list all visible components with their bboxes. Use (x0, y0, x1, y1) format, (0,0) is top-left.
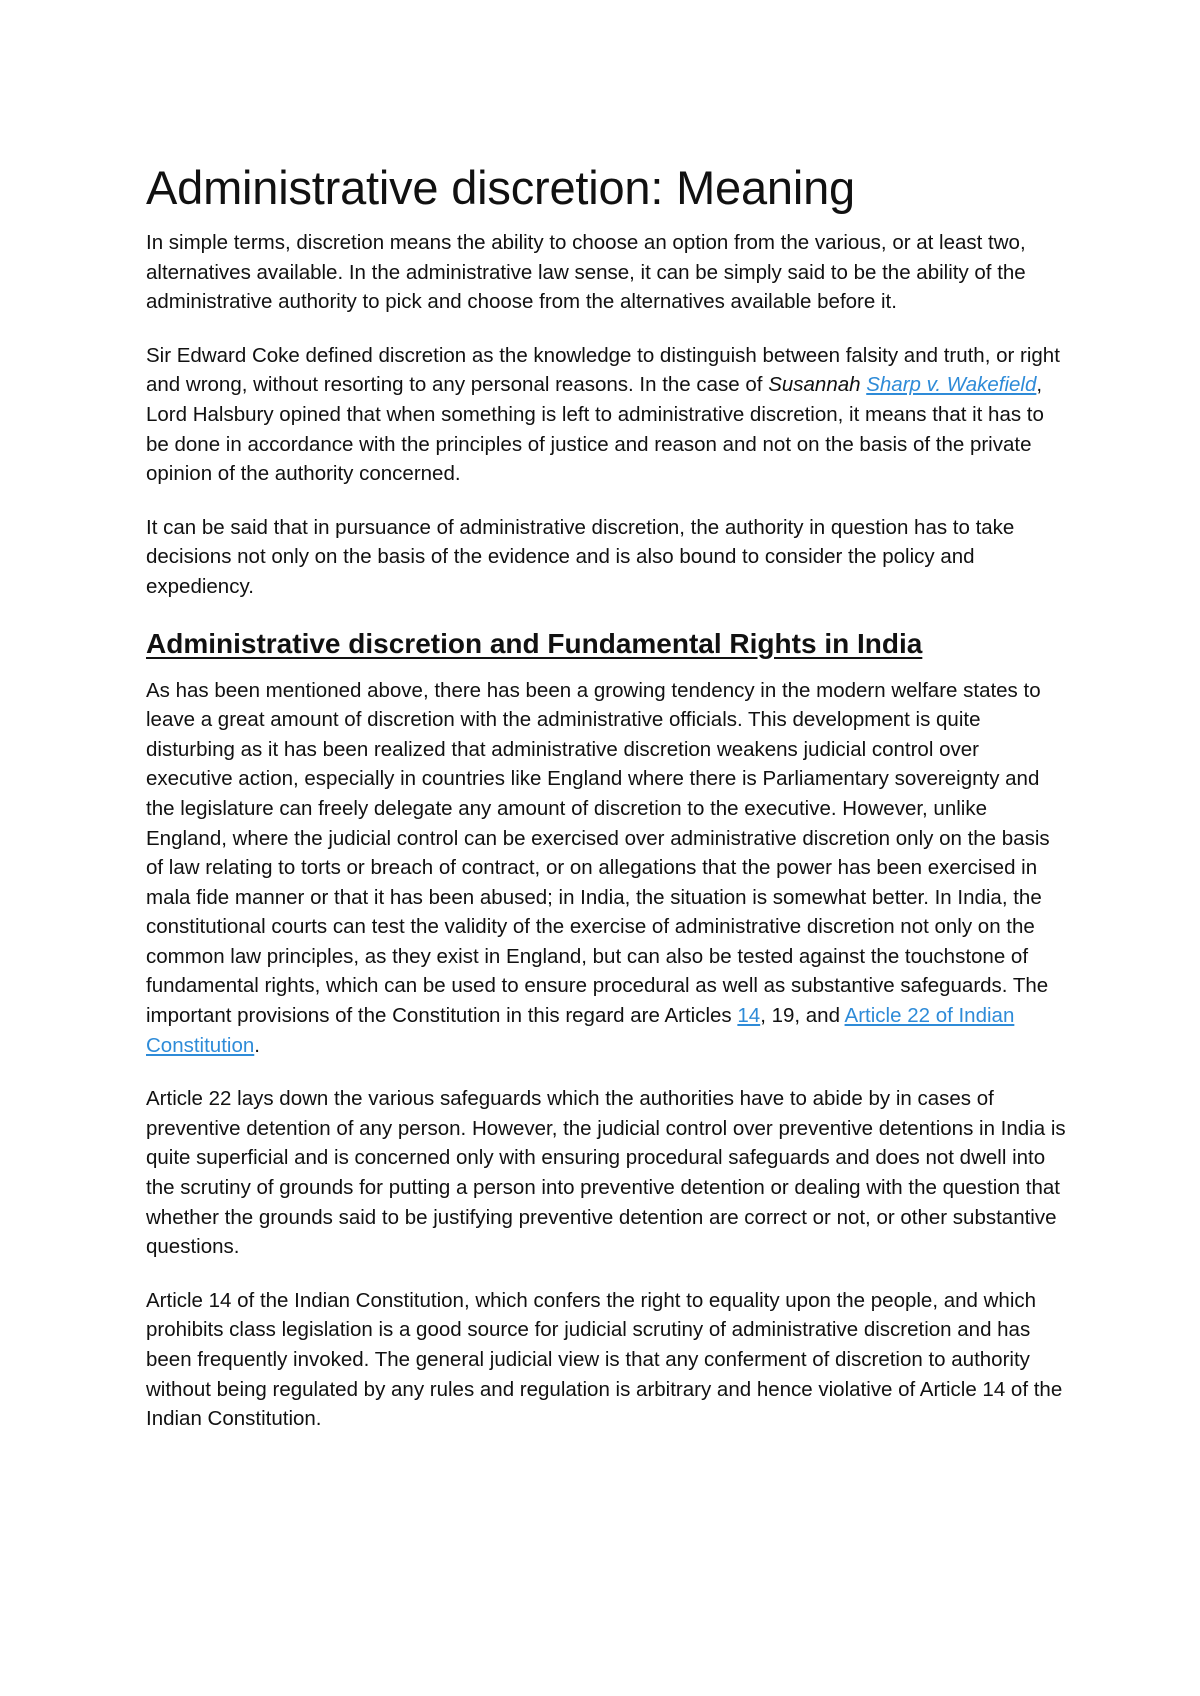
paragraph-text: , 19, and (760, 1004, 845, 1028)
paragraph-fundamental-rights (146, 676, 1066, 1061)
page-title: Administrative discretion: Meaning (146, 161, 855, 214)
paragraph-text: , Lord Halsbury opined that when something is left to administrative discretion, it means that it has to be done in accordance with the principles of justice and reason and not on the basis of the private opinion of the authority concerned. (146, 373, 1044, 486)
paragraph-article-14: Article 14 of the Indian Constitution, which confers the right to equality upon the people, and which prohibits class legislation is a good source for judicial scrutiny of administrative discretion and has been frequently invoked. The general judicial view is that any conferment of discretion to authority without being regulated by any rules and regulation is arbitrary and hence violative of Article 14 of the Indian Constitution. (146, 1288, 1063, 1431)
case-name: Susannah (768, 373, 867, 397)
paragraph-article-22: Article 22 lays down the various safeguards which the authorities have to abide by in cases of preventive detention of any person. However, the judicial control over preventive detentions in India is quite superficial and is concerned only with ensuring procedural safeguards and does not dwell into the scrutiny of grounds for putting a person into preventive detention or dealing with the question that whether the grounds said to be justifying preventive detention are correct or not, or other substantive questions. (146, 1087, 1066, 1259)
paragraph-coke-definition (146, 341, 1066, 489)
paragraph-meaning: In simple terms, discretion means the ability to choose an option from the various, or at least two, alternatives available. In the administrative law sense, it can be simply said to be the ability of the administrative authority to pick and choose from the alternatives available before it. (146, 231, 1026, 314)
section-heading: Administrative discretion and Fundamental Rights in India (146, 627, 923, 659)
document-body (146, 160, 1066, 1458)
article-22-link[interactable]: Article 22 of Indian Constitution (146, 1004, 1015, 1057)
case-link-sharp-v-wakefield[interactable]: Sharp v. Wakefield (866, 373, 1037, 397)
article-14-link[interactable]: 14 (737, 1004, 761, 1028)
paragraph-pursuance: It can be said that in pursuance of administrative discretion, the authority in question has to take decisions not only on the basis of the evidence and is also bound to consider the policy and expediency. (146, 515, 1015, 598)
paragraph-text: . (254, 1033, 260, 1057)
paragraph-text: Sir Edward Coke defined discretion as the knowledge to distinguish between falsity and truth, or right and wrong, without resorting to any personal reasons. In the case of (146, 343, 1060, 397)
paragraph-text: As has been mentioned above, there has been a growing tendency in the modern welfare states to leave a great amount of discretion with the administrative officials. This development is quite disturbing as it has been realized that administrative discretion weakens judicial control over executive action, especially in countries like England where there is Parliamentary sovereignty and the legislature can freely delegate any amount of discretion to the executive. However, unlike England, where the judicial control can be exercised over administrative discretion only on the basis of law relating to torts or breach of contract, or on allegations that the power has been exercised in mala fide manner or that it has been abused; in India, the situation is somewhat better. In India, the constitutional courts can test the validity of the exercise of administrative discretion not only on the common law principles, as they exist in England, but can also be tested against the touchstone of fundamental rights, which can be used to ensure procedural as well as substantive safeguards. The important provisions of the Constitution in this regard are Articles (146, 678, 1050, 1028)
